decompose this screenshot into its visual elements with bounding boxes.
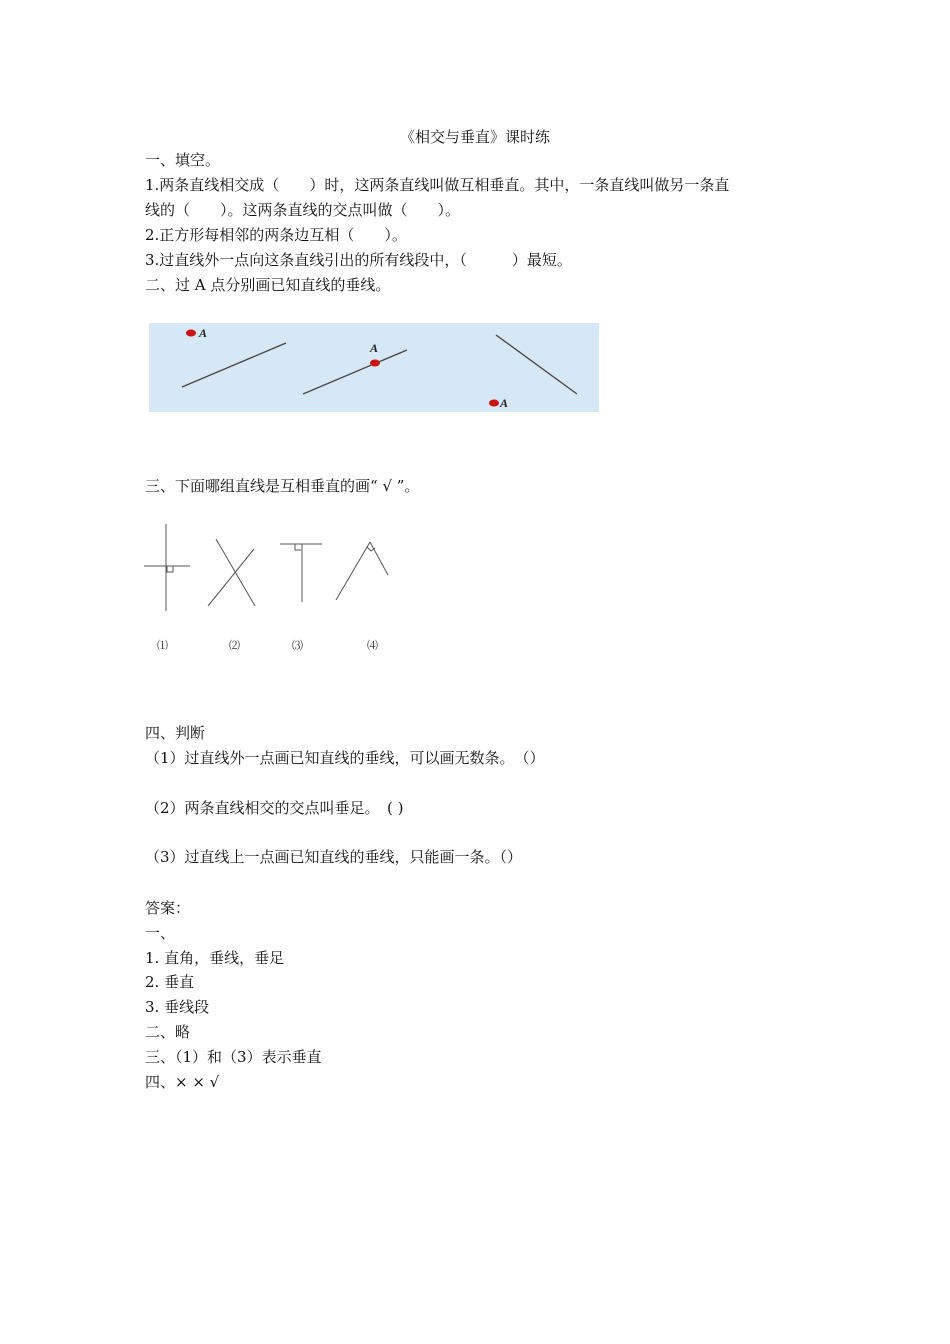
given-line-1: [182, 343, 286, 387]
judge-item-2: （2）两条直线相交的交点叫垂足。 ( ): [145, 799, 404, 817]
figure-1-svg: [149, 323, 599, 412]
line-pairs-figure: [140, 520, 400, 660]
pair-label-2: ⑵: [229, 639, 240, 652]
line-pair-4: [336, 542, 388, 600]
section-2-heading: 二、过 A 点分别画已知直线的垂线。: [145, 276, 391, 294]
point-a-2: [370, 360, 380, 367]
judge-item-3: （3）过直线上一点画已知直线的垂线，只能画一条。（）: [145, 848, 523, 866]
answers-heading: 答案：: [145, 899, 191, 917]
question-2: 2.正方形每相邻的两条边互相（ ）。: [145, 226, 407, 244]
section-3-heading: 三、下面哪组直线是互相垂直的画“ √ ”。: [145, 477, 420, 495]
given-line-2: [303, 350, 407, 394]
point-a-1-label: A: [199, 326, 208, 340]
question-3: 3.过直线外一点向这条直线引出的所有线段中，（ ）最短。: [145, 251, 572, 269]
pair-label-4: ⑷: [367, 639, 378, 652]
given-line-3: [496, 335, 577, 394]
section-1-heading: 一、填空。: [145, 151, 221, 169]
line-pair-3: [280, 544, 322, 602]
point-a-3: [489, 400, 499, 407]
question-1-line-2: 线的（ ）。这两条直线的交点叫做（ ）。: [145, 201, 461, 219]
figure-2-svg: [140, 520, 400, 660]
point-a-2-label: A: [370, 341, 379, 355]
answer-3: 3. 垂线段: [145, 998, 210, 1016]
point-a-1: [186, 330, 196, 337]
answers-part-4: 四、× × √: [145, 1073, 220, 1091]
judge-item-1: （1）过直线外一点画已知直线的垂线，可以画无数条。 （）: [145, 749, 545, 767]
answers-part-3: 三、（1）和（3）表示垂直: [145, 1048, 322, 1066]
section-4-heading: 四、判断: [145, 724, 206, 742]
line-pair-1: [144, 524, 190, 611]
page-title: 《相交与垂直》课时练: [399, 128, 550, 146]
perpendicular-drawing-figure: [149, 323, 599, 412]
answers-part-2: 二、略: [145, 1023, 191, 1041]
pair-label-3: ⑶: [292, 639, 303, 652]
answer-1: 1. 直角，垂线，垂足: [145, 949, 285, 967]
answer-2: 2. 垂直: [145, 973, 195, 991]
pair-label-1: ⑴: [157, 639, 168, 652]
line-pair-2: [208, 539, 255, 606]
answers-part-1: 一、: [145, 924, 176, 942]
question-1-line-1: 1.两条直线相交成（ ）时，这两条直线叫做互相垂直。其中，一条直线叫做另一条直: [145, 176, 730, 194]
point-a-3-label: A: [500, 396, 509, 410]
